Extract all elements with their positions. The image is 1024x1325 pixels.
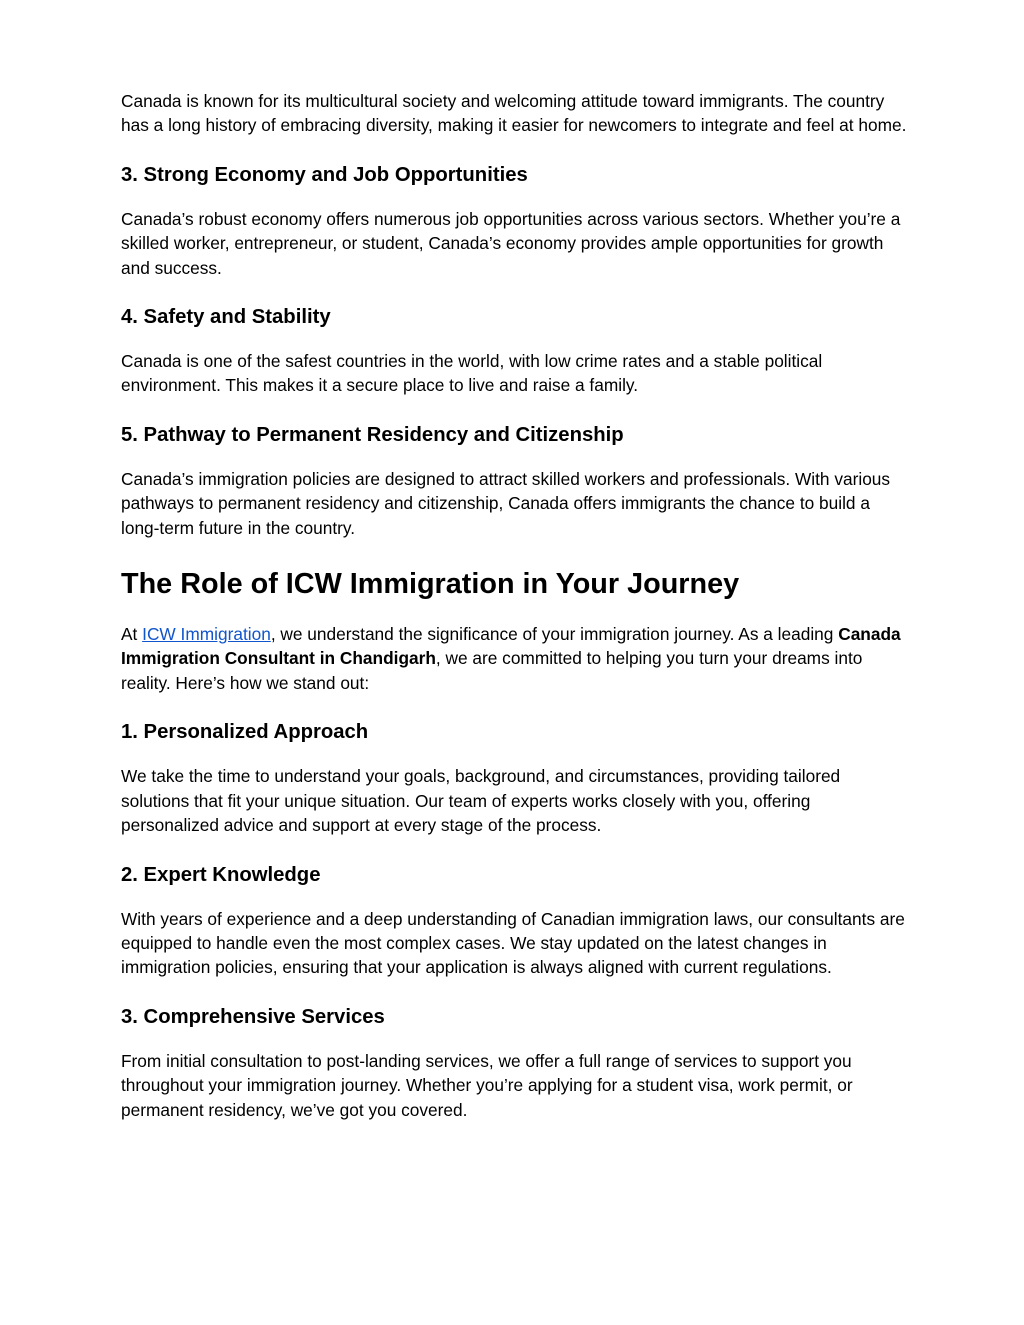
role-intro-suffix: , we are committed to helping you turn your dreams into reality. Here’s how we stand out:: [121, 648, 863, 693]
document-page: [121, 89, 911, 1122]
item-heading-personalized: 1. Personalized Approach: [121, 721, 369, 744]
role-intro-prefix: At: [121, 624, 143, 645]
item-body-comprehensive: From initial consultation to post-landing services, we offer a full range of services to support you throughout your immigration journey. Whether you’re applying for a student visa, work permit, or permanent residency, we’ve got you covered.: [121, 1050, 853, 1120]
item-body-expert: With years of experience and a deep understanding of Canadian immigration laws, our consultants are equipped to handle even the most complex cases. We stay updated on the latest changes in immigration policies, ensuring that your application is always aligned with current regulations.: [121, 908, 905, 978]
section-body-economy: Canada’s robust economy offers numerous job opportunities across various sectors. Whether you’re a skilled worker, entrepreneur, or student, Canada’s economy provides ample opportunities for growth and success.: [121, 208, 901, 278]
role-intro-bold: Canada Immigration Consultant in Chandigarh: [121, 624, 901, 669]
icw-immigration-link[interactable]: ICW Immigration: [142, 624, 271, 645]
intro-paragraph: Canada is known for its multicultural society and welcoming attitude toward immigrants. The country has a long history of embracing diversity, making it easier for newcomers to integrate and feel at home.: [121, 91, 907, 136]
role-intro-paragraph: [121, 622, 911, 695]
role-section-title: The Role of ICW Immigration in Your Journey: [121, 568, 740, 601]
item-heading-comprehensive: 3. Comprehensive Services: [121, 1005, 385, 1028]
section-heading-economy: 3. Strong Economy and Job Opportunities: [121, 163, 528, 186]
section-heading-residency: 5. Pathway to Permanent Residency and Citizenship: [121, 423, 624, 446]
section-body-residency: Canada’s immigration policies are designed to attract skilled workers and professionals. With various pathways to permanent residency and citizenship, Canada offers immigrants the chance to build a long-term future in the country.: [121, 468, 891, 538]
item-body-personalized: We take the time to understand your goals, background, and circumstances, providing tailored solutions that fit your unique situation. Our team of experts works closely with you, offering personalized advice and support at every stage of the process.: [121, 766, 841, 836]
section-heading-safety: 4. Safety and Stability: [121, 306, 331, 329]
role-intro-mid: , we understand the significance of your immigration journey. As a leading: [270, 624, 839, 645]
item-heading-expert: 2. Expert Knowledge: [121, 863, 321, 886]
section-body-safety: Canada is one of the safest countries in the world, with low crime rates and a stable political environment. This makes it a secure place to live and raise a family.: [121, 351, 823, 396]
